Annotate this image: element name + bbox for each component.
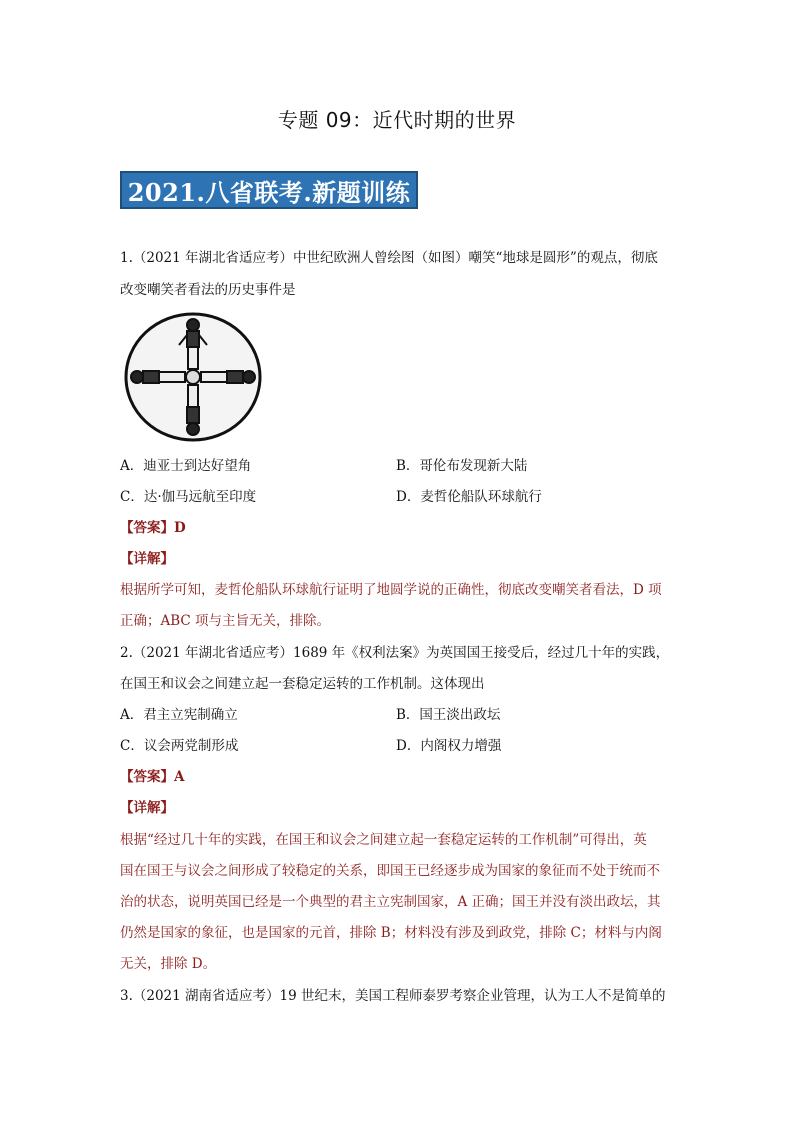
q1-option-a: A．迪亚士到达好望角	[120, 458, 252, 474]
q1-answer: 【答案】D	[120, 520, 186, 536]
q3-stem-line1: 3.（2021 湖南省适应考）19 世纪末，美国工程师泰罗考察企业管理，认为工人不是简单的	[120, 988, 666, 1004]
globe-figure	[123, 311, 263, 444]
q2-option-b: B．国王淡出政坛	[396, 707, 501, 723]
section-banner: 2021.八省联考.新题训练	[120, 171, 418, 209]
q1-option-d: D．麦哲伦船队环球航行	[396, 489, 542, 505]
q1-detail-line1: 根据所学可知，麦哲伦船队环球航行证明了地圆学说的正确性，彻底改变嘲笑者看法，D 项	[120, 582, 662, 598]
figure-bottom	[187, 385, 199, 435]
q2-stem-line2: 在国王和议会之间建立起一套稳定运转的工作机制。这体现出	[120, 676, 485, 692]
page-title: 专题 09：近代时期的世界	[277, 108, 517, 132]
q2-option-a: A．君主立宪制确立	[120, 707, 238, 723]
q1-detail-line2: 正确；ABC 项与主旨无关，排除。	[120, 613, 331, 629]
q2-detail-line4: 仍然是国家的象征，也是国家的元首，排除 B；材料没有涉及到政党，排除 C；材料与内阁	[120, 925, 662, 941]
q2-detail-label: 【详解】	[120, 800, 174, 816]
q2-option-c: C．议会两党制形成	[120, 738, 239, 754]
q2-detail-line5: 无关，排除 D。	[120, 956, 217, 972]
q1-option-b: B．哥伦布发现新大陆	[396, 458, 528, 474]
q2-option-d: D．内阁权力增强	[396, 738, 502, 754]
q2-detail-line1: 根据“经过几十年的实践，在国王和议会之间建立起一套稳定运转的工作机制”可得出，英	[120, 832, 647, 848]
q1-stem-line2: 改变嘲笑者看法的历史事件是	[120, 282, 296, 298]
q1-option-c: C．达·伽马远航至印度	[120, 489, 257, 505]
figure-left	[131, 371, 185, 383]
q1-detail-label: 【详解】	[120, 551, 174, 567]
figure-right	[201, 371, 255, 383]
q2-detail-line3: 治的状态，说明英国已经是一个典型的君主立宪制国家，A 正确；国王并没有淡出政坛，其	[120, 894, 661, 910]
q1-stem-line1: 1.（2021 年湖北省适应考）中世纪欧洲人曾绘图（如图）嘲笑“地球是圆形”的观点，彻底	[120, 250, 658, 266]
q2-answer: 【答案】A	[120, 769, 185, 785]
q2-stem-line1: 2.（2021 年湖北省适应考）1689 年《权利法案》为英国国王接受后，经过几十年的实践，	[120, 645, 670, 661]
q2-detail-line2: 国在国王与议会之间形成了较稳定的关系，即国王已经逐步成为国家的象征而不处于统而不	[120, 863, 660, 879]
